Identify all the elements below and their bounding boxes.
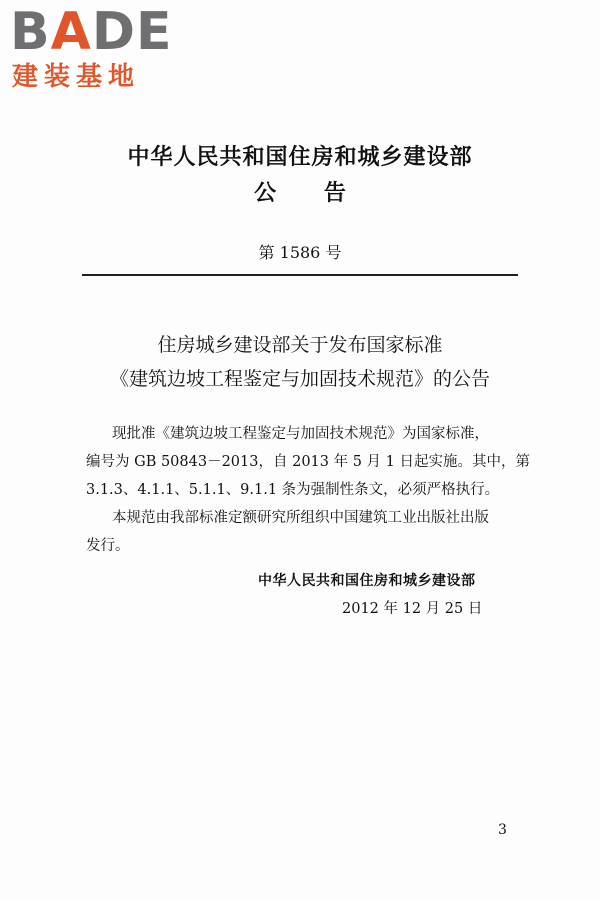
body-paragraph-1-line-3: 3.1.3、4.1.1、5.1.1、9.1.1 条为强制性条文，必须严格执行。 (86, 482, 500, 498)
body-paragraph-1-line-1: 现批准《建筑边坡工程鉴定与加固技术规范》为国家标准， (112, 426, 489, 442)
body-paragraph-2-line-1: 本规范由我部标准定额研究所组织中国建筑工业出版社出版 (112, 510, 489, 526)
page-number: 3 (498, 822, 507, 838)
headline-line-1: 住房城乡建设部关于发布国家标准 (157, 334, 443, 356)
signature-date: 2012 年 12 月 25 日 (342, 601, 483, 617)
signature-organization: 中华人民共和国住房和城乡建设部 (258, 573, 476, 589)
body-paragraph-2-line-2: 发行。 (86, 538, 130, 554)
logo-subtitle: 建装基地 (12, 62, 141, 92)
header-divider (82, 274, 518, 276)
logo-wordmark: BADE (10, 2, 173, 62)
headline-line-2: 《建筑边坡工程鉴定与加固技术规范》的公告 (109, 368, 490, 390)
body-paragraph-1-line-2: 编号为 GB 50843－2013，自 2013 年 5 月 1 日起实施。其中，第 (86, 454, 530, 470)
document-number: 第 1586 号 (258, 243, 342, 262)
bade-logo (10, 2, 175, 98)
notice-heading: 公 告 (254, 181, 366, 206)
issuing-organization-title: 中华人民共和国住房和城乡建设部 (127, 145, 473, 170)
